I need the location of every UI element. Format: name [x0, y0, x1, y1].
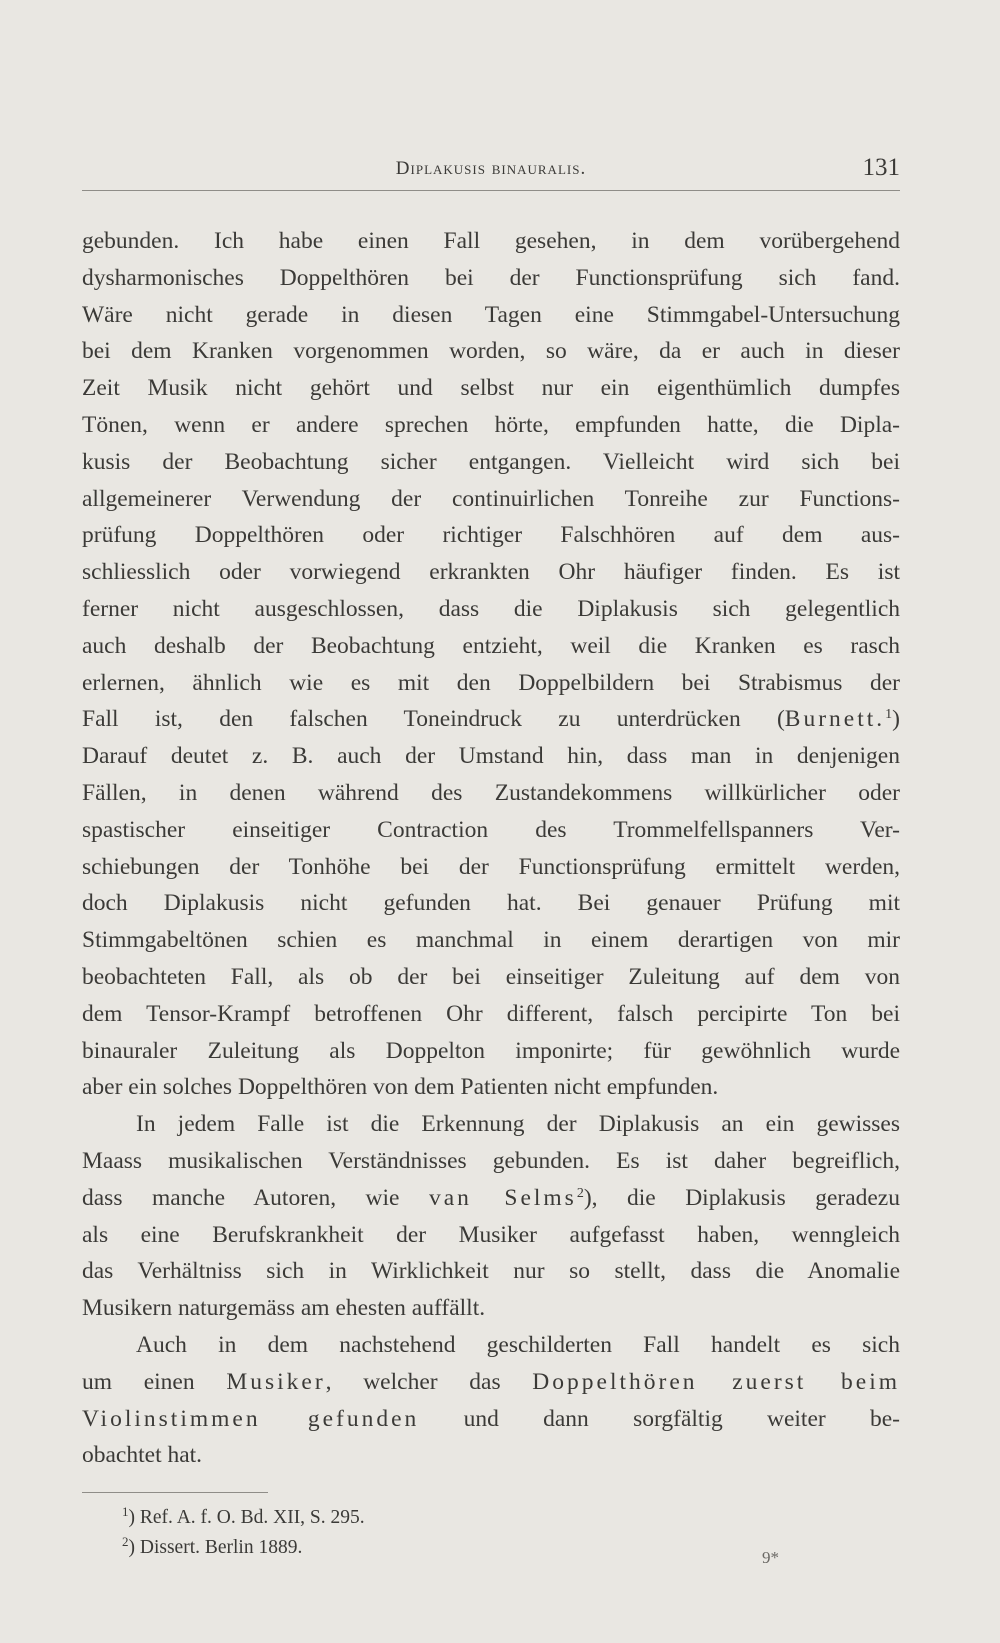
text-line: Maass musikalischen Verständnisses gebunden. Es ist daher begreiflich, [82, 1147, 900, 1174]
footnote-marker: 1 [122, 1504, 129, 1519]
text-line: Musikern naturgemäss am ehesten auffällt. [82, 1295, 486, 1322]
text-line: In jedem Falle ist die Erkennung der Diplakusis an ein gewisses [136, 1111, 900, 1138]
text-line: Zeit Musik nicht gehört und selbst nur ein eigenthümlich dumpfes [82, 375, 900, 402]
spaced-word-musiker: Musiker [226, 1368, 326, 1395]
text-line [82, 1180, 900, 1217]
text-line: das Verhältniss sich in Wirklichkeit nur so stellt, dass die Anomalie [82, 1258, 900, 1285]
running-head: Diplakusis binauralis. [395, 158, 587, 179]
text-line: Auch in dem nachstehend geschilderten Fall handelt es sich [136, 1331, 900, 1358]
text-line: dem Tensor-Krampf betroffenen Ohr different, falsch percipirte Ton bei [82, 1000, 900, 1027]
text-line: schliesslich oder vorwiegend erkrankten Ohr häufiger finden. Es ist [82, 559, 900, 586]
text-segment: Fall ist, den falschen Toneindruck zu unterdrücken ( [82, 706, 785, 733]
signature-mark: 9* [762, 1548, 779, 1567]
footnote-ref-1: 1 [885, 707, 893, 723]
text-line [82, 1364, 900, 1401]
author-name-burnett: Burnett. [784, 706, 886, 733]
spaced-phrase: Violinstimmen gefunden [82, 1405, 420, 1432]
text-line: Stimmgabeltönen schien es manchmal in einem derartigen von mir [82, 927, 900, 954]
footnotes [122, 1503, 822, 1563]
footnote-2 [122, 1533, 822, 1563]
text-line: auch deshalb der Beobachtung entzieht, weil die Kranken es rasch [82, 632, 900, 659]
text-line: beobachteten Fall, als ob der bei einseitiger Zuleitung auf dem von [82, 963, 900, 990]
text-line: allgemeinerer Verwendung der continuirlichen Tonreihe zur Functions- [82, 485, 900, 512]
text-line: binauraler Zuleitung als Doppelton imponirte; für gewöhnlich wurde [82, 1037, 900, 1064]
text-segment: , welcher das [325, 1368, 533, 1395]
text-line [82, 701, 900, 738]
footnote-ref-2: 2 [576, 1185, 584, 1201]
footnote-marker: 2 [122, 1534, 129, 1549]
text-line: Darauf deutet z. B. auch der Umstand hin, dass man in denjenigen [82, 743, 900, 770]
page-number: 131 [862, 154, 900, 181]
footnote-divider [82, 1492, 268, 1493]
body-text [82, 223, 900, 1474]
text-line: Fällen, in denen während des Zustandekommens willkürlicher oder [82, 779, 900, 806]
text-line: aber ein solches Doppelthören von dem Patienten nicht empfunden. [82, 1074, 719, 1101]
page-header [82, 150, 900, 191]
text-line: schiebungen der Tonhöhe bei der Functionsprüfung ermittelt werden, [82, 853, 900, 880]
text-line: ferner nicht ausgeschlossen, dass die Diplakusis sich gelegentlich [82, 595, 900, 622]
text-line: spastischer einseitiger Contraction des Trommelfellspanners Ver- [82, 816, 900, 843]
footnote-text: ) Ref. A. f. O. Bd. XII, S. 295. [128, 1507, 365, 1528]
author-name-van-selms: van Selms [428, 1184, 577, 1211]
text-line: gebunden. Ich habe einen Fall gesehen, in dem vorübergehend [82, 228, 900, 254]
text-line: doch Diplakusis nicht gefunden hat. Bei genauer Prüfung mit [82, 890, 900, 917]
text-segment: und dann sorgfältig weiter be- [419, 1405, 900, 1432]
text-line: dysharmonisches Doppelthören bei der Functionsprüfung sich fand. [82, 264, 900, 291]
text-line: erlernen, ähnlich wie es mit den Doppelbildern bei Strabismus der [82, 669, 900, 696]
text-line: Tönen, wenn er andere sprechen hörte, empfunden hatte, die Dipla- [82, 411, 900, 438]
text-segment: um einen [82, 1368, 227, 1395]
text-line: als eine Berufskrankheit der Musiker aufgefasst haben, wenngleich [82, 1221, 900, 1248]
text-line: prüfung Doppelthören oder richtiger Falschhören auf dem aus- [82, 522, 900, 549]
text-line [82, 1401, 900, 1438]
footnote-1 [122, 1503, 822, 1533]
text-line: bei dem Kranken vorgenommen worden, so wäre, da er auch in dieser [82, 338, 900, 365]
text-line: kusis der Beobachtung sicher entgangen. Vielleicht wird sich bei [82, 448, 900, 475]
text-segment: ) [892, 706, 900, 733]
text-line: obachtet hat. [82, 1442, 203, 1469]
footnote-text: ) Dissert. Berlin 1889. [128, 1537, 303, 1558]
text-segment: ), die Diplakusis geradezu [583, 1184, 900, 1211]
spaced-phrase: Doppelthören zuerst beim [532, 1368, 900, 1395]
text-line: Wäre nicht gerade in diesen Tagen eine Stimmgabel-Untersuchung [82, 301, 900, 328]
text-segment: dass manche Autoren, wie [82, 1184, 429, 1211]
